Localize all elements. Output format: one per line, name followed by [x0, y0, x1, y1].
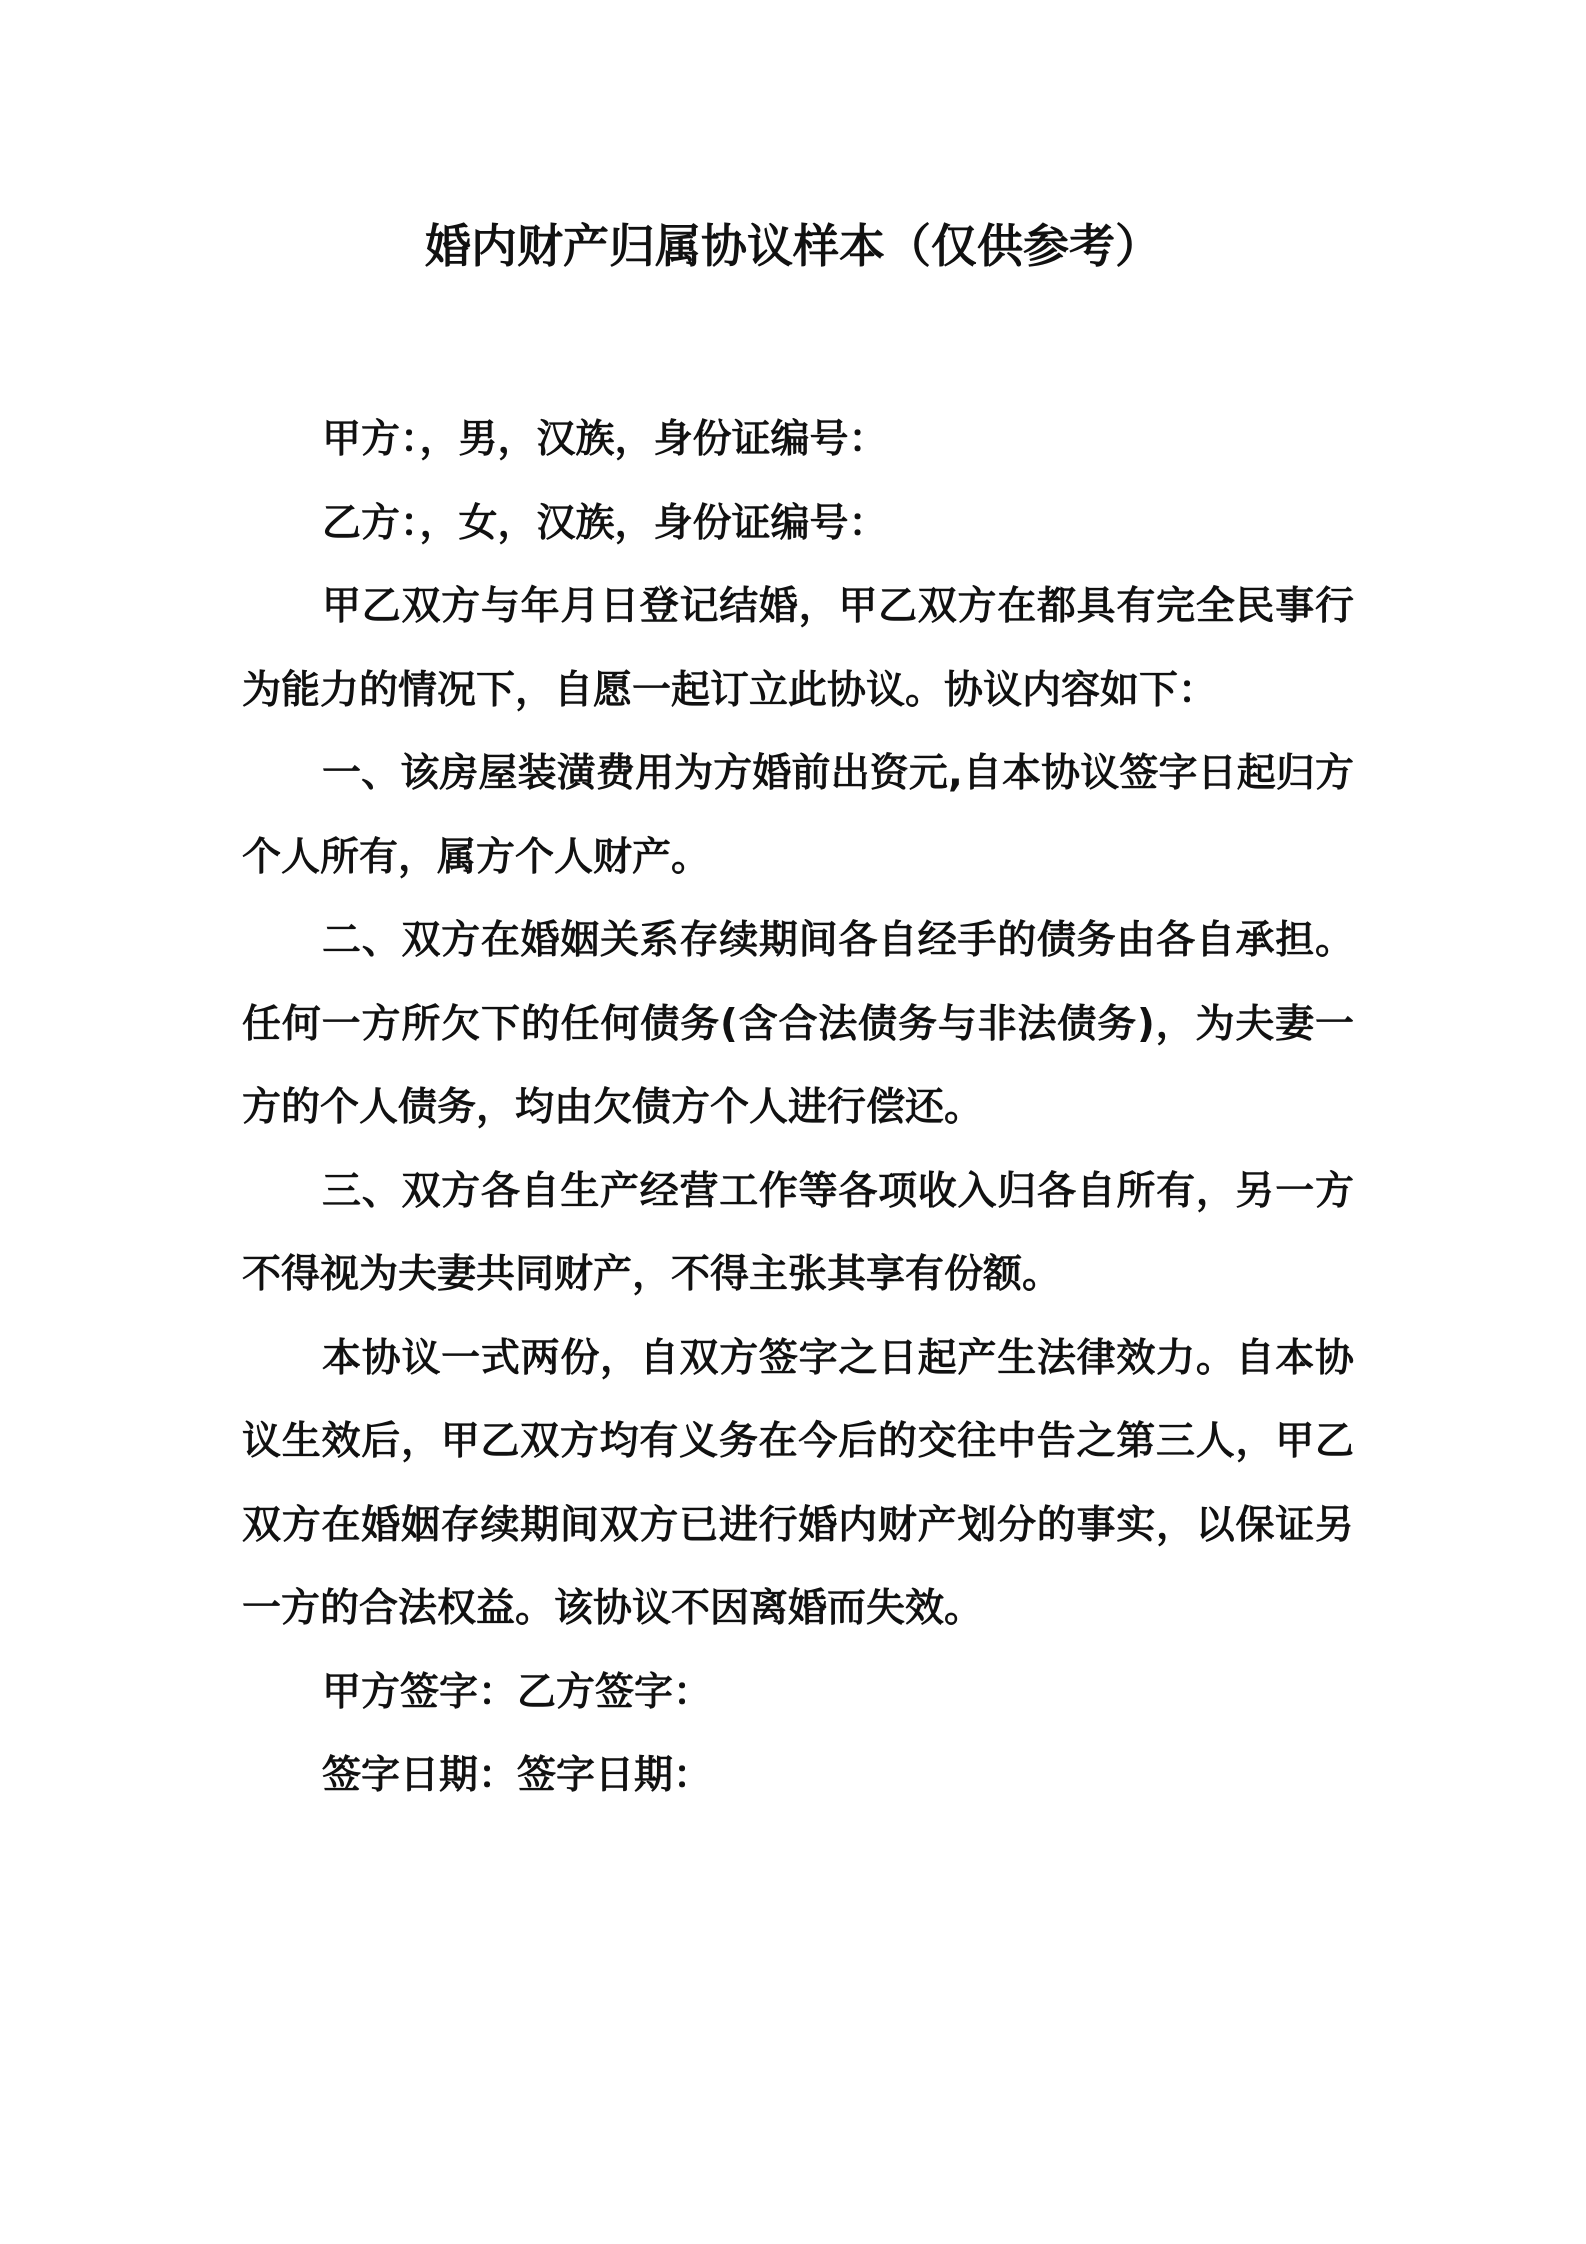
party-a-line: 甲方：，男，汉族，身份证编号： — [322, 417, 888, 462]
document-body — [242, 398, 1354, 1818]
party-b-line: 乙方：，女，汉族，身份证编号： — [322, 500, 888, 546]
clause-2-paragraph: 二、双方在婚姻关系存续期间各自经手的债务由各自承担。任何一方所欠下的任何债务(含合法债务与非法债务)，为夫妻一方的个人债务，均由欠债方个人进行偿还。 — [242, 918, 1354, 1130]
intro-paragraph: 甲乙双方与年月日登记结婚，甲乙双方在都具有完全民事行为能力的情况下，自愿一起订立此协议。协议内容如下： — [242, 584, 1354, 713]
signature-line: 甲方签字：乙方签字： — [322, 1669, 713, 1715]
signature-date-line: 签字日期：签字日期： — [322, 1753, 713, 1798]
clause-3-paragraph: 三、双方各自生产经营工作等各项收入归各自所有，另一方不得视为夫妻共同财产，不得主张其享有份额。 — [242, 1168, 1354, 1297]
effect-paragraph: 本协议一式两份，自双方签字之日起产生法律效力。自本协议生效后，甲乙双方均有义务在今后的交往中告之第三人，甲乙双方在婚姻存续期间双方已进行婚内财产划分的事实，以保证另一方的合法权益。该协议不因离婚而失效。 — [242, 1335, 1354, 1631]
clause-1-paragraph: 一、该房屋装潢费用为方婚前出资元,自本协议签字日起归方个人所有，属方个人财产。 — [242, 751, 1354, 880]
document-title: 婚内财产归属协议样本（仅供参考） — [425, 219, 1161, 273]
